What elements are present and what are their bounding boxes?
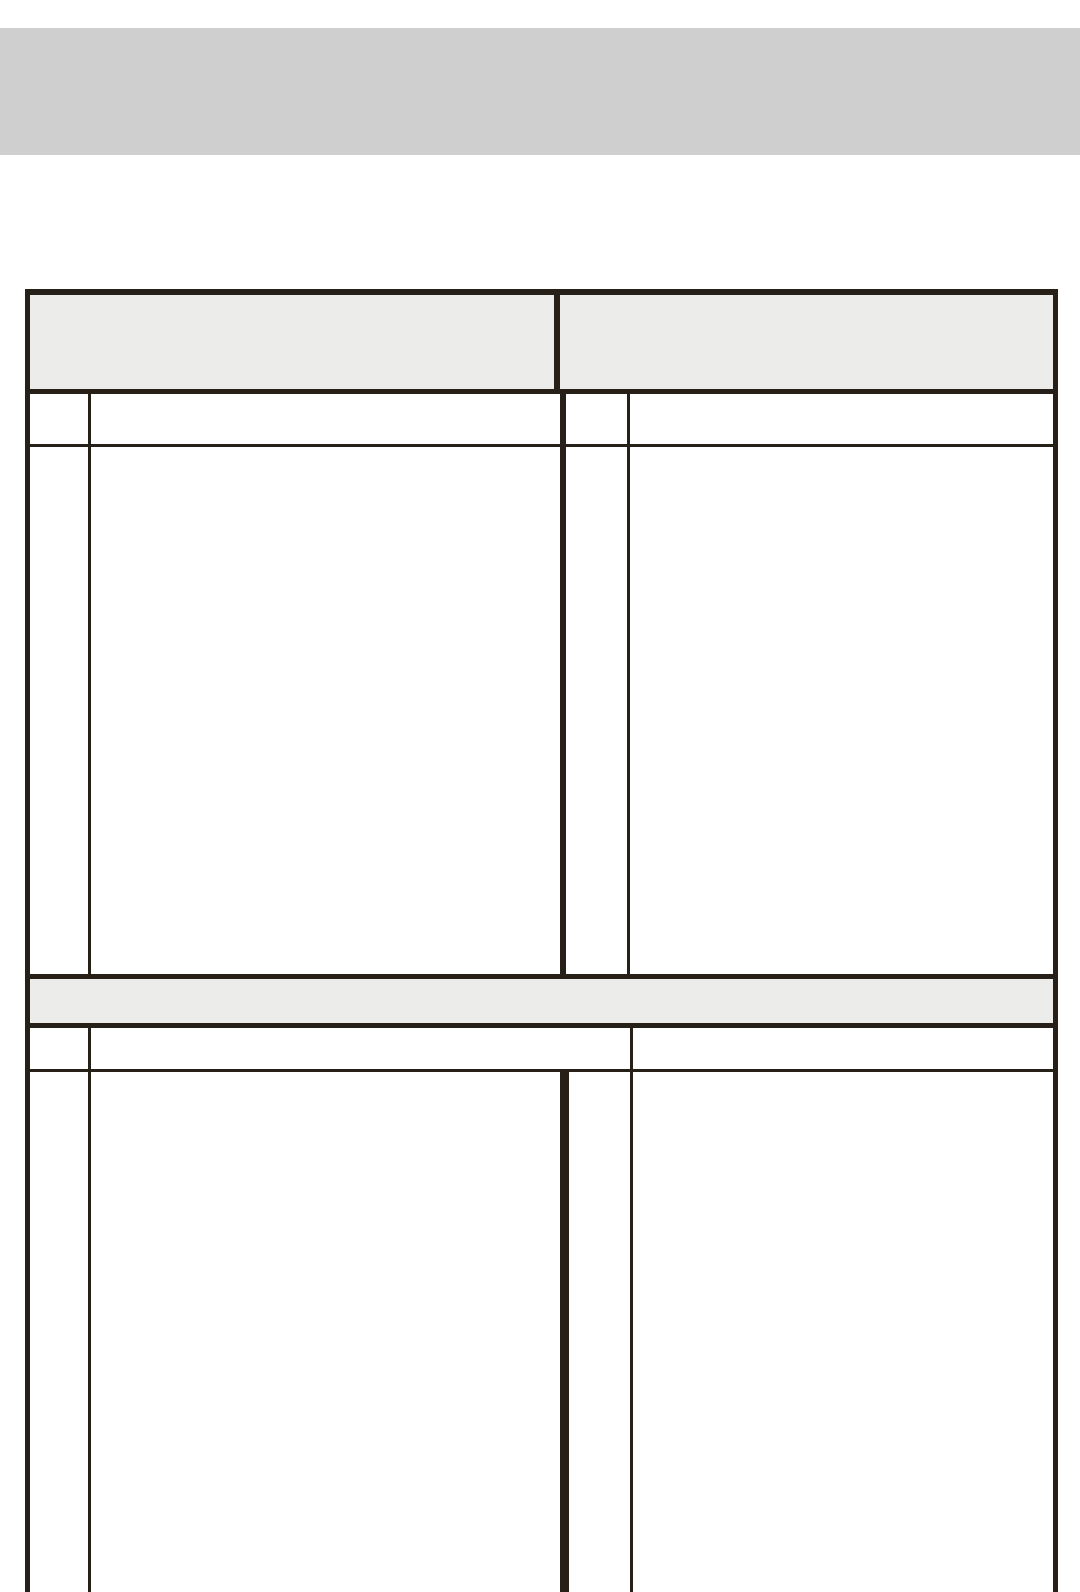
lower-subheader-row xyxy=(30,1028,1053,1072)
upper-header-right xyxy=(560,295,1053,389)
model-code-line xyxy=(38,198,56,278)
selection-table xyxy=(25,289,1058,1592)
title-band xyxy=(0,28,1080,155)
upper-header-left xyxy=(30,295,560,389)
vertical-divider xyxy=(560,1072,569,1592)
model-prefix xyxy=(41,198,53,240)
input-code-rows-00-12 xyxy=(566,447,1053,974)
input-code-rows-13-25 xyxy=(30,1072,560,1592)
upper-subheader-row xyxy=(30,394,1053,447)
model-prefix-segment xyxy=(41,198,53,278)
upper-header-row xyxy=(30,295,1053,394)
input-code-rows-26-x xyxy=(569,1072,1053,1592)
lower-subheader-right xyxy=(569,1028,1053,1069)
upper-subheader-left xyxy=(30,394,560,444)
divider-gap xyxy=(560,1028,569,1069)
lower-subheader-left xyxy=(30,1028,560,1069)
upper-table-body xyxy=(30,447,1053,979)
upper-subheader-right xyxy=(566,394,1053,444)
lower-table-body xyxy=(30,1072,1053,1592)
size-code-rows xyxy=(30,447,560,974)
section-band xyxy=(30,979,1053,1028)
